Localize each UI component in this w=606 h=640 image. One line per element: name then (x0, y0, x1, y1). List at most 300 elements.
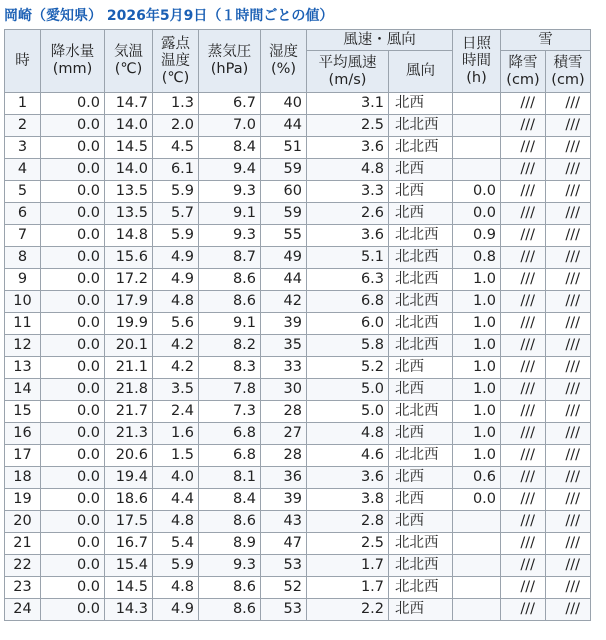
cell-hour: 20 (5, 511, 41, 533)
cell-wind-direction: 北西 (389, 489, 453, 511)
cell-snow-depth: /// (546, 247, 591, 269)
cell-snow-depth: /// (546, 115, 591, 137)
header-snow-group: 雪 (501, 30, 591, 51)
cell-sunshine: 0.6 (453, 467, 501, 489)
cell-humidity: 33 (261, 357, 307, 379)
table-row (5, 335, 591, 357)
cell-snowfall: /// (501, 159, 546, 181)
cell-temperature: 14.7 (105, 93, 153, 115)
table-header (5, 30, 591, 93)
cell-vapor-pressure: 8.6 (199, 599, 261, 621)
cell-sunshine (453, 137, 501, 159)
cell-hour: 10 (5, 291, 41, 313)
cell-sunshine: 1.0 (453, 401, 501, 423)
cell-precipitation: 0.0 (41, 269, 105, 291)
cell-dew-point: 4.5 (153, 137, 199, 159)
cell-temperature: 20.6 (105, 445, 153, 467)
cell-wind-direction: 北西 (389, 203, 453, 225)
cell-vapor-pressure: 6.8 (199, 445, 261, 467)
cell-snowfall: /// (501, 577, 546, 599)
cell-humidity: 28 (261, 445, 307, 467)
cell-wind-direction: 北西 (389, 159, 453, 181)
cell-hour: 14 (5, 379, 41, 401)
cell-precipitation: 0.0 (41, 533, 105, 555)
cell-dew-point: 5.6 (153, 313, 199, 335)
cell-dew-point: 5.4 (153, 533, 199, 555)
cell-sunshine: 0.0 (453, 203, 501, 225)
cell-wind-direction: 北西 (389, 467, 453, 489)
cell-wind-speed: 2.5 (307, 115, 389, 137)
cell-snow-depth: /// (546, 93, 591, 115)
cell-vapor-pressure: 9.3 (199, 181, 261, 203)
cell-humidity: 43 (261, 511, 307, 533)
cell-wind-speed: 2.6 (307, 203, 389, 225)
cell-snow-depth: /// (546, 533, 591, 555)
cell-temperature: 14.0 (105, 159, 153, 181)
cell-wind-direction: 北西 (389, 357, 453, 379)
cell-wind-direction: 北北西 (389, 313, 453, 335)
cell-hour: 24 (5, 599, 41, 621)
cell-snowfall: /// (501, 181, 546, 203)
cell-precipitation: 0.0 (41, 247, 105, 269)
cell-snow-depth: /// (546, 577, 591, 599)
cell-wind-direction: 北北西 (389, 401, 453, 423)
cell-humidity: 53 (261, 599, 307, 621)
cell-sunshine: 1.0 (453, 423, 501, 445)
cell-precipitation: 0.0 (41, 335, 105, 357)
cell-dew-point: 3.5 (153, 379, 199, 401)
cell-temperature: 14.5 (105, 577, 153, 599)
cell-humidity: 55 (261, 225, 307, 247)
cell-vapor-pressure: 9.4 (199, 159, 261, 181)
cell-sunshine (453, 159, 501, 181)
cell-vapor-pressure: 6.7 (199, 93, 261, 115)
table-row (5, 445, 591, 467)
cell-humidity: 51 (261, 137, 307, 159)
cell-snowfall: /// (501, 533, 546, 555)
table-row (5, 401, 591, 423)
cell-snowfall: /// (501, 555, 546, 577)
cell-humidity: 49 (261, 247, 307, 269)
cell-dew-point: 4.2 (153, 357, 199, 379)
cell-humidity: 30 (261, 379, 307, 401)
cell-sunshine: 1.0 (453, 269, 501, 291)
cell-vapor-pressure: 8.1 (199, 467, 261, 489)
cell-dew-point: 4.9 (153, 247, 199, 269)
cell-dew-point: 2.0 (153, 115, 199, 137)
table-row (5, 137, 591, 159)
cell-snow-depth: /// (546, 555, 591, 577)
cell-sunshine: 1.0 (453, 313, 501, 335)
cell-temperature: 17.9 (105, 291, 153, 313)
cell-precipitation: 0.0 (41, 93, 105, 115)
cell-wind-speed: 3.8 (307, 489, 389, 511)
cell-temperature: 14.3 (105, 599, 153, 621)
cell-snow-depth: /// (546, 489, 591, 511)
cell-humidity: 35 (261, 335, 307, 357)
cell-hour: 18 (5, 467, 41, 489)
header-wind-group: 風速・風向 (307, 30, 453, 51)
cell-sunshine (453, 533, 501, 555)
header-snow-depth: 積雪(cm) (546, 51, 591, 93)
cell-snowfall: /// (501, 379, 546, 401)
cell-hour: 5 (5, 181, 41, 203)
cell-hour: 2 (5, 115, 41, 137)
cell-dew-point: 4.2 (153, 335, 199, 357)
cell-snow-depth: /// (546, 313, 591, 335)
cell-vapor-pressure: 8.6 (199, 269, 261, 291)
cell-dew-point: 1.3 (153, 93, 199, 115)
header-sunshine: 日照時間(h) (453, 30, 501, 93)
cell-temperature: 19.4 (105, 467, 153, 489)
cell-temperature: 14.0 (105, 115, 153, 137)
cell-sunshine: 1.0 (453, 291, 501, 313)
cell-dew-point: 5.7 (153, 203, 199, 225)
cell-temperature: 14.5 (105, 137, 153, 159)
cell-humidity: 59 (261, 203, 307, 225)
table-row (5, 577, 591, 599)
cell-temperature: 13.5 (105, 181, 153, 203)
cell-snow-depth: /// (546, 599, 591, 621)
cell-wind-speed: 1.7 (307, 555, 389, 577)
cell-humidity: 36 (261, 467, 307, 489)
cell-hour: 11 (5, 313, 41, 335)
cell-dew-point: 4.9 (153, 599, 199, 621)
cell-temperature: 18.6 (105, 489, 153, 511)
cell-snow-depth: /// (546, 467, 591, 489)
cell-snow-depth: /// (546, 225, 591, 247)
cell-snow-depth: /// (546, 137, 591, 159)
cell-wind-speed: 6.3 (307, 269, 389, 291)
cell-wind-direction: 北北西 (389, 577, 453, 599)
cell-hour: 3 (5, 137, 41, 159)
cell-snowfall: /// (501, 489, 546, 511)
header-hour: 時 (5, 30, 41, 93)
cell-sunshine (453, 599, 501, 621)
cell-wind-speed: 3.6 (307, 137, 389, 159)
cell-snowfall: /// (501, 445, 546, 467)
cell-humidity: 28 (261, 401, 307, 423)
cell-sunshine: 1.0 (453, 335, 501, 357)
cell-sunshine: 1.0 (453, 379, 501, 401)
cell-sunshine (453, 115, 501, 137)
cell-hour: 13 (5, 357, 41, 379)
cell-precipitation: 0.0 (41, 225, 105, 247)
cell-humidity: 39 (261, 489, 307, 511)
cell-wind-speed: 5.0 (307, 379, 389, 401)
cell-wind-direction: 北北西 (389, 225, 453, 247)
cell-snowfall: /// (501, 511, 546, 533)
cell-wind-speed: 5.8 (307, 335, 389, 357)
cell-wind-direction: 北北西 (389, 115, 453, 137)
cell-precipitation: 0.0 (41, 401, 105, 423)
cell-wind-speed: 3.6 (307, 225, 389, 247)
cell-hour: 4 (5, 159, 41, 181)
cell-wind-direction: 北北西 (389, 533, 453, 555)
table-row (5, 247, 591, 269)
cell-vapor-pressure: 8.6 (199, 577, 261, 599)
cell-wind-direction: 北北西 (389, 445, 453, 467)
cell-snow-depth: /// (546, 423, 591, 445)
cell-humidity: 60 (261, 181, 307, 203)
table-row (5, 291, 591, 313)
cell-wind-speed: 5.1 (307, 247, 389, 269)
cell-vapor-pressure: 8.2 (199, 335, 261, 357)
cell-vapor-pressure: 8.3 (199, 357, 261, 379)
header-wind-speed: 平均風速(m/s) (307, 51, 389, 93)
cell-snowfall: /// (501, 225, 546, 247)
cell-hour: 9 (5, 269, 41, 291)
cell-sunshine (453, 511, 501, 533)
cell-vapor-pressure: 7.3 (199, 401, 261, 423)
cell-hour: 17 (5, 445, 41, 467)
cell-hour: 12 (5, 335, 41, 357)
cell-wind-direction: 北北西 (389, 269, 453, 291)
cell-snowfall: /// (501, 423, 546, 445)
cell-precipitation: 0.0 (41, 313, 105, 335)
cell-sunshine: 0.8 (453, 247, 501, 269)
cell-wind-direction: 北西 (389, 511, 453, 533)
cell-wind-direction: 北北西 (389, 335, 453, 357)
cell-vapor-pressure: 9.3 (199, 555, 261, 577)
cell-dew-point: 4.8 (153, 291, 199, 313)
cell-snowfall: /// (501, 313, 546, 335)
table-row (5, 313, 591, 335)
cell-dew-point: 4.8 (153, 511, 199, 533)
cell-snow-depth: /// (546, 269, 591, 291)
cell-humidity: 27 (261, 423, 307, 445)
cell-humidity: 39 (261, 313, 307, 335)
cell-sunshine: 0.9 (453, 225, 501, 247)
cell-snowfall: /// (501, 93, 546, 115)
cell-snowfall: /// (501, 357, 546, 379)
cell-temperature: 21.8 (105, 379, 153, 401)
cell-sunshine (453, 555, 501, 577)
table-body (5, 93, 591, 621)
cell-hour: 6 (5, 203, 41, 225)
cell-precipitation: 0.0 (41, 181, 105, 203)
cell-snow-depth: /// (546, 335, 591, 357)
cell-dew-point: 4.4 (153, 489, 199, 511)
cell-temperature: 21.1 (105, 357, 153, 379)
table-row (5, 599, 591, 621)
cell-vapor-pressure: 9.1 (199, 313, 261, 335)
cell-precipitation: 0.0 (41, 159, 105, 181)
header-wind-direction: 風向 (389, 51, 453, 93)
hourly-data-table (4, 29, 591, 621)
cell-wind-speed: 5.0 (307, 401, 389, 423)
cell-vapor-pressure: 8.4 (199, 489, 261, 511)
cell-snow-depth: /// (546, 445, 591, 467)
cell-hour: 8 (5, 247, 41, 269)
cell-snowfall: /// (501, 247, 546, 269)
cell-wind-speed: 6.0 (307, 313, 389, 335)
table-row (5, 423, 591, 445)
header-precipitation: 降水量(mm) (41, 30, 105, 93)
cell-wind-direction: 北西 (389, 93, 453, 115)
cell-wind-speed: 1.7 (307, 577, 389, 599)
cell-vapor-pressure: 8.6 (199, 291, 261, 313)
cell-humidity: 53 (261, 555, 307, 577)
table-row (5, 269, 591, 291)
cell-snow-depth: /// (546, 181, 591, 203)
cell-dew-point: 5.9 (153, 225, 199, 247)
cell-hour: 19 (5, 489, 41, 511)
cell-dew-point: 4.8 (153, 577, 199, 599)
cell-humidity: 52 (261, 577, 307, 599)
cell-vapor-pressure: 6.8 (199, 423, 261, 445)
cell-temperature: 17.2 (105, 269, 153, 291)
cell-humidity: 40 (261, 93, 307, 115)
table-row (5, 225, 591, 247)
cell-dew-point: 1.6 (153, 423, 199, 445)
cell-vapor-pressure: 8.4 (199, 137, 261, 159)
cell-precipitation: 0.0 (41, 489, 105, 511)
table-row (5, 555, 591, 577)
cell-hour: 22 (5, 555, 41, 577)
cell-snowfall: /// (501, 203, 546, 225)
cell-snow-depth: /// (546, 159, 591, 181)
cell-hour: 15 (5, 401, 41, 423)
cell-vapor-pressure: 8.9 (199, 533, 261, 555)
cell-snowfall: /// (501, 291, 546, 313)
header-vapor-pressure: 蒸気圧(hPa) (199, 30, 261, 93)
cell-snow-depth: /// (546, 511, 591, 533)
cell-wind-direction: 北北西 (389, 291, 453, 313)
cell-snow-depth: /// (546, 291, 591, 313)
cell-wind-speed: 4.8 (307, 159, 389, 181)
cell-hour: 16 (5, 423, 41, 445)
cell-sunshine: 1.0 (453, 445, 501, 467)
cell-precipitation: 0.0 (41, 577, 105, 599)
cell-hour: 23 (5, 577, 41, 599)
cell-wind-speed: 6.8 (307, 291, 389, 313)
cell-precipitation: 0.0 (41, 599, 105, 621)
cell-snowfall: /// (501, 137, 546, 159)
cell-wind-speed: 5.2 (307, 357, 389, 379)
cell-dew-point: 4.0 (153, 467, 199, 489)
table-row (5, 181, 591, 203)
cell-dew-point: 4.9 (153, 269, 199, 291)
table-row (5, 357, 591, 379)
cell-snowfall: /// (501, 335, 546, 357)
cell-temperature: 20.1 (105, 335, 153, 357)
page-title: 岡崎（愛知県） 2026年5月9日（１時間ごとの値） (4, 8, 334, 24)
cell-sunshine: 0.0 (453, 181, 501, 203)
cell-wind-direction: 北西 (389, 599, 453, 621)
cell-hour: 7 (5, 225, 41, 247)
cell-precipitation: 0.0 (41, 423, 105, 445)
cell-wind-direction: 北西 (389, 423, 453, 445)
cell-snow-depth: /// (546, 203, 591, 225)
cell-snowfall: /// (501, 467, 546, 489)
cell-wind-direction: 北北西 (389, 555, 453, 577)
cell-dew-point: 1.5 (153, 445, 199, 467)
cell-humidity: 44 (261, 115, 307, 137)
cell-sunshine: 0.0 (453, 489, 501, 511)
cell-humidity: 42 (261, 291, 307, 313)
cell-temperature: 16.7 (105, 533, 153, 555)
table-row (5, 93, 591, 115)
cell-temperature: 17.5 (105, 511, 153, 533)
cell-temperature: 15.4 (105, 555, 153, 577)
cell-sunshine: 1.0 (453, 357, 501, 379)
cell-precipitation: 0.0 (41, 379, 105, 401)
cell-dew-point: 6.1 (153, 159, 199, 181)
table-row (5, 533, 591, 555)
cell-wind-speed: 2.8 (307, 511, 389, 533)
table-row (5, 489, 591, 511)
cell-precipitation: 0.0 (41, 357, 105, 379)
cell-sunshine (453, 93, 501, 115)
cell-wind-direction: 北北西 (389, 137, 453, 159)
cell-snowfall: /// (501, 269, 546, 291)
cell-snowfall: /// (501, 115, 546, 137)
cell-precipitation: 0.0 (41, 137, 105, 159)
cell-temperature: 15.6 (105, 247, 153, 269)
cell-wind-speed: 2.5 (307, 533, 389, 555)
cell-precipitation: 0.0 (41, 467, 105, 489)
cell-dew-point: 5.9 (153, 555, 199, 577)
cell-hour: 21 (5, 533, 41, 555)
cell-humidity: 47 (261, 533, 307, 555)
cell-hour: 1 (5, 93, 41, 115)
cell-temperature: 21.3 (105, 423, 153, 445)
cell-vapor-pressure: 7.8 (199, 379, 261, 401)
cell-vapor-pressure: 8.7 (199, 247, 261, 269)
cell-wind-direction: 北北西 (389, 247, 453, 269)
cell-precipitation: 0.0 (41, 445, 105, 467)
cell-wind-speed: 2.2 (307, 599, 389, 621)
header-snowfall: 降雪(cm) (501, 51, 546, 93)
cell-precipitation: 0.0 (41, 555, 105, 577)
cell-vapor-pressure: 9.3 (199, 225, 261, 247)
cell-precipitation: 0.0 (41, 115, 105, 137)
table-row (5, 203, 591, 225)
cell-humidity: 59 (261, 159, 307, 181)
cell-snowfall: /// (501, 599, 546, 621)
cell-temperature: 14.8 (105, 225, 153, 247)
cell-temperature: 13.5 (105, 203, 153, 225)
cell-sunshine (453, 577, 501, 599)
cell-wind-speed: 4.6 (307, 445, 389, 467)
cell-wind-speed: 3.3 (307, 181, 389, 203)
cell-precipitation: 0.0 (41, 203, 105, 225)
header-humidity: 湿度(%) (261, 30, 307, 93)
cell-dew-point: 2.4 (153, 401, 199, 423)
cell-snow-depth: /// (546, 379, 591, 401)
cell-snow-depth: /// (546, 357, 591, 379)
table-row (5, 159, 591, 181)
table-row (5, 467, 591, 489)
cell-vapor-pressure: 9.1 (199, 203, 261, 225)
header-temperature: 気温(℃) (105, 30, 153, 93)
table-row (5, 379, 591, 401)
cell-humidity: 44 (261, 269, 307, 291)
table-row (5, 511, 591, 533)
cell-wind-speed: 4.8 (307, 423, 389, 445)
cell-precipitation: 0.0 (41, 291, 105, 313)
cell-precipitation: 0.0 (41, 511, 105, 533)
cell-snowfall: /// (501, 401, 546, 423)
cell-wind-speed: 3.1 (307, 93, 389, 115)
cell-temperature: 21.7 (105, 401, 153, 423)
cell-vapor-pressure: 7.0 (199, 115, 261, 137)
table-row (5, 115, 591, 137)
cell-dew-point: 5.9 (153, 181, 199, 203)
cell-wind-direction: 北西 (389, 181, 453, 203)
cell-wind-speed: 3.6 (307, 467, 389, 489)
